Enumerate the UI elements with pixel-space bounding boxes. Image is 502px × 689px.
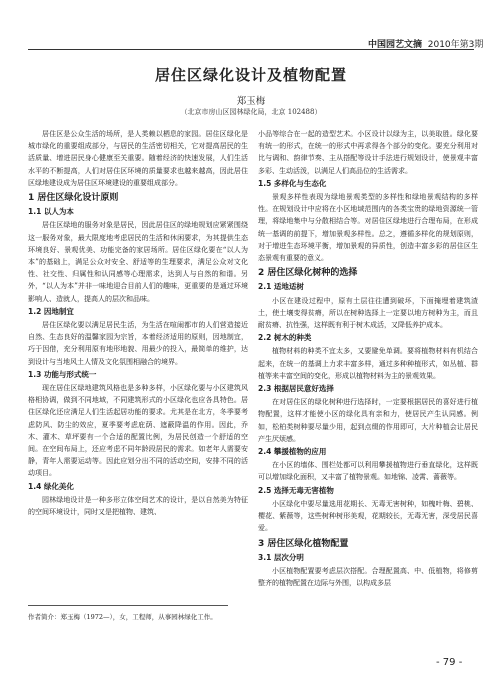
header-rule: [28, 49, 474, 50]
body-paragraph: 在对居住区的绿化树种进行选择时，一定要根据居民的喜好进行植物配置，这样才能使小区的绿化具有亲和力，使居民产生认同感。例如，松柏类树种要尽量少用，起到点缀的作用即可，大片种植会让居民产生厌烦感。: [258, 398, 478, 443]
subsection-heading: 2.2 树木的种类: [258, 333, 312, 343]
subsection-heading: 1.5 多样化与生态化: [258, 178, 327, 188]
subsection-heading: 1.3 功能与形式统一: [28, 369, 97, 379]
body-paragraph: 现在居住区绿地建筑风格也是多种多样，小区绿化要与小区建筑风格相协调，做到不同地域，不同建筑形式的小区绿化也应各具特色。居住区绿化还应满足人们生活起居功能的要求。尤其是在北方，冬季要考虑防风、防尘的效应，夏季要考虑庇荫、遮蔽降温的作用。因此，乔木、灌木、草坪要有一个合适的配置比例，为居民创造一个舒适的空间。在空间布局上，还应考虑不同年龄段居民的需求。如老年人需要安静，青年人需要运动等。因此应划分出不同的活动空间，安排不同的活动项目。: [28, 384, 248, 478]
subsection-heading: 2.3 根据居民意好选择: [258, 384, 334, 394]
body-paragraph: 小品等综合在一起的造型艺术。小区设计以绿为主，以美取胜。绿化要有统一的形式，在统一的形式中再求得各个部分的变化。要充分利用对比与调和、韵律节奏、主从搭配等设计手法进行规划设计，使景观丰富多彩、生动活泼，以满足人们高品位的生活需求。: [258, 130, 478, 175]
body-paragraph: 小区植物配置要考虑层次搭配。合理配置高、中、低植物，将修剪整齐的植物配置在边际与外围，以构成多层: [258, 566, 478, 588]
body-paragraph: 景观多样性表现为绿地景观类型的多样性和绿地景观结构的多样性。在规划设计中应将在小区地域范围内的各类宝贵的绿地资源统一管理，将绿地集中与分散相结合等。对居住区绿地进行合理布局，在形成统一基调的前提下，增加景观多样性。总之，遵循多样化的规划原则，对于增进生态环境平衡，增加景观的异质性，创造丰富多彩的居住区生态景观有重要的意义。: [258, 193, 478, 263]
footnote-rule: [28, 605, 228, 606]
journal-name: 中国园艺文摘: [368, 40, 423, 50]
subsection-heading: 2.5 选择无毒无害植物: [258, 485, 334, 495]
journal-issue: 2010年第3期: [427, 40, 484, 50]
body-paragraph: 在小区的墙体、围栏处都可以利用攀援植物进行垂直绿化，这样既可以增加绿化面积，又丰富了植物景观。如地锦、凌霄、蔷薇等。: [258, 461, 478, 482]
subsection-heading: 2.1 适地适树: [258, 282, 304, 292]
body-paragraph: 居住区绿化要以满足居民生活，为生活在喧闹都市的人们营造接近自然、生态良好的温馨家园为宗旨，本着经济适用的原则，因地制宜，巧于因借，充分利用原有地形地貌、用最少的投入，最简单的维护，达到设计与当地风土人情及文化氛围相融合的境界。: [28, 321, 248, 366]
left-column: [28, 128, 248, 518]
subsection-heading: 2.4 攀援植物的应用: [258, 447, 327, 457]
body-paragraph: 居住区绿地的服务对象是居民，因此居住区的绿地规划应紧紧围绕这一服务对象，最大限度地考虑居民的生活和休闲要求，为其提供生态环境良好、景观优美、功能完备的家居场所。居住区绿化要在“以人为本”的基础上，满足公众对安全、舒适等的生理要求，满足公众对文化性、社交性、归属性和认同感等心理需求，达到人与自然的和谐。另外，“以人为本”并非一味地迎合目前人们的趣味，更重要的是通过环境影响人、造就人，提高人的层次和品味。: [28, 221, 248, 303]
author-affiliation: （北京市房山区园林绿化局，北京 102488）: [180, 108, 322, 116]
subsection-heading: 1.1 以人为本: [28, 207, 74, 217]
section-heading: 2 居住区绿化树种的选择: [258, 268, 358, 279]
author-name: 郑玉梅: [236, 96, 266, 107]
body-paragraph: 园林绿地设计是一种多形立体空间艺术的设计，是以自然美为特征的空间环境设计，同时又是把植物、建筑、: [28, 495, 248, 517]
intro-paragraph: 居住区是公众生活的场所，是人类赖以栖息的家园。居住区绿化是城市绿化的重要组成部分，与居民的生活密切相关，它对提高居民的生活质量、增进居民身心健康至关重要。随着经济的快速发展，人们生活水平的不断提高，人们对居住区环境的质量要求也越来越高，因此居住区绿地建设成为居住区环境建设的重要组成部分。: [28, 130, 248, 187]
body-paragraph: 小区绿化中要尽量选用花期长、无毒无害树种，如槐叶梅、碧桃、樱花、紫薇等，这些树种树形美观，花期较长，无毒无害，深受居民喜爱。: [258, 499, 478, 533]
author-footnote: 作者简介：郑玉梅（1972—），女，工程师，从事园林绿化工作。: [28, 613, 217, 621]
body-paragraph: 植物材料的种类不宜太多，又要避免单调。要将植物材料有机结合起来，在统一的基调上力求丰富多样，通过多种种植形式，如丛植、群植等来丰富空间的变化，形成以植物材料为主的景观效果。: [258, 347, 478, 380]
right-column: [258, 128, 478, 589]
article-title: 居住区绿化设计及植物配置: [154, 66, 347, 84]
page-number: - 79 -: [436, 657, 463, 668]
section-heading: 3 居住区绿化植物配置: [258, 538, 349, 549]
subsection-heading: 1.4 绿化美化: [28, 481, 74, 491]
subsection-heading: 3.1 层次分明: [258, 552, 304, 562]
body-paragraph: 小区在建设过程中，原有土层往往遭到破坏，下面掩埋着建筑渣土，使土壤变得贫瘠，所以在树种选择上一定要以地方树种为主，而且耐贫瘠、抗性强，这样既有利于树木成活，又降低养护成本。: [258, 296, 478, 330]
subsection-heading: 1.2 因地制宜: [28, 306, 74, 316]
section-heading: 1 居住区绿化设计原则: [28, 193, 119, 204]
